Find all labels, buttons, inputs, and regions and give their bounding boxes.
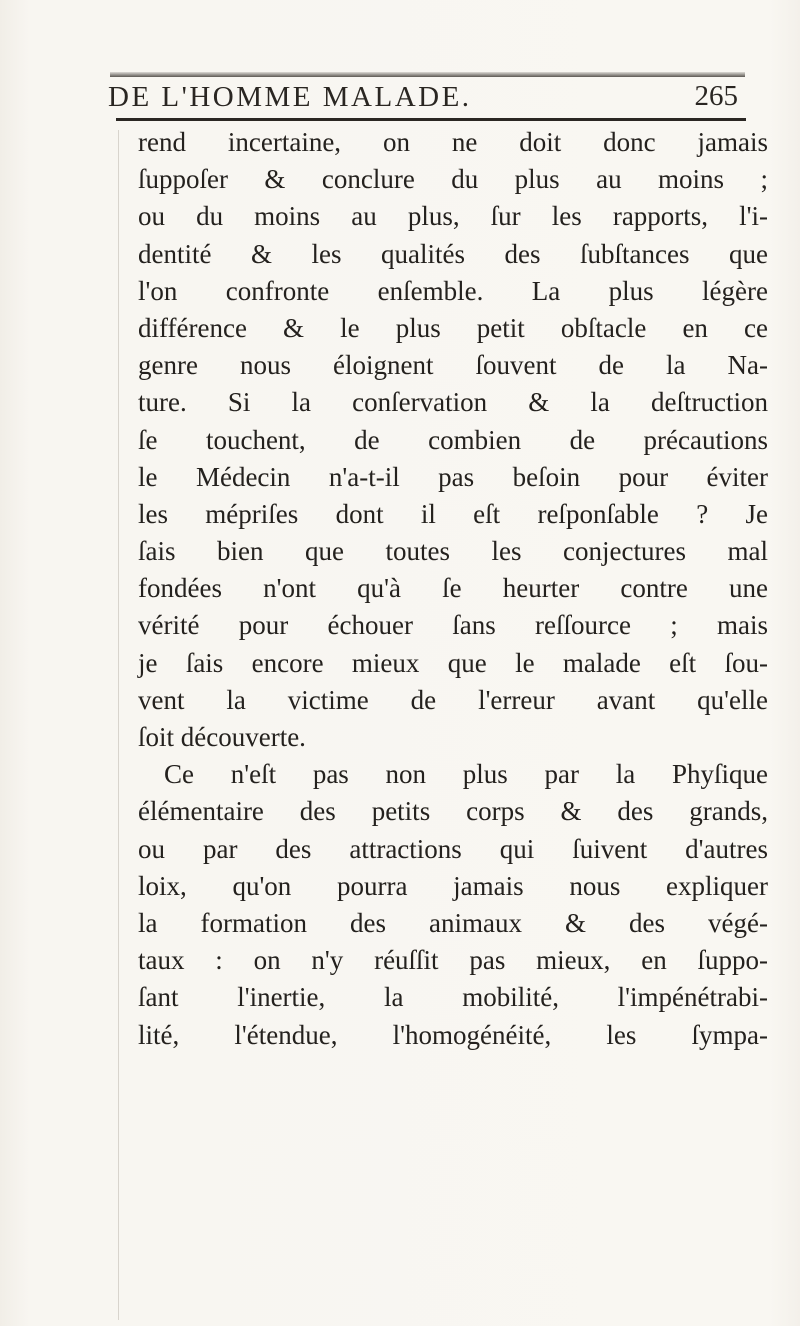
text-line: fondées n'ont qu'à ſe heurter contre une	[138, 573, 768, 604]
text-line: loix, qu'on pourra jamais nous expliquer	[138, 870, 768, 901]
text-line: ture. Si la conſervation & la deſtruction	[138, 387, 768, 418]
page-margin-shadow	[118, 130, 119, 1320]
text-line: vent la victime de l'erreur avant qu'elle	[138, 684, 768, 715]
running-title: DE L'HOMME MALADE.	[108, 81, 472, 113]
text-line: taux : on n'y réuſſit pas mieux, en ſuppo-	[138, 945, 768, 976]
text-line: ou du moins au plus, ſur les rapports, l'i-	[138, 201, 768, 232]
page-number: 265	[694, 80, 738, 112]
text-line: vérité pour échouer ſans reſſource ; mais	[138, 610, 768, 641]
paragraph-end-line: ſoit découverte.	[138, 722, 306, 752]
text-line: le Médecin n'a-t-il pas beſoin pour éviter	[138, 461, 768, 492]
text-line: ſais bien que toutes les conjectures mal	[138, 536, 768, 567]
text-line: ou par des attractions qui ſuivent d'autres	[138, 833, 768, 864]
text-line: ſe touchent, de combien de précautions	[138, 424, 768, 455]
text-line: rend incertaine, on ne doit donc jamais	[138, 127, 768, 157]
text-line: ſuppoſer & conclure du plus au moins ;	[138, 164, 768, 195]
text-line: différence & le plus petit obſtacle en ce	[138, 312, 768, 343]
text-line: je ſais encore mieux que le malade eſt ſou-	[138, 647, 768, 678]
body-text	[138, 124, 768, 1054]
text-line: la formation des animaux & des végé-	[138, 907, 768, 938]
text-line: ſant l'inertie, la mobilité, l'impénétrabi-	[138, 982, 768, 1013]
text-line: genre nous éloignent ſouvent de la Na-	[138, 350, 768, 381]
header-rule	[116, 118, 746, 121]
text-line: dentité & les qualités des ſubſtances que	[138, 238, 768, 269]
text-line: élémentaire des petits corps & des grands,	[138, 796, 768, 827]
text-line: lité, l'étendue, l'homogénéité, les ſympa-	[138, 1019, 768, 1050]
running-header	[108, 72, 748, 120]
paragraph-start-line: Ce n'eſt pas non plus par la Phyſique	[164, 759, 768, 790]
text-line: l'on confronte enſemble. La plus légère	[138, 275, 768, 306]
text-line: les mépriſes dont il eſt reſponſable ? Je	[138, 498, 768, 529]
header-top-border	[110, 72, 745, 77]
